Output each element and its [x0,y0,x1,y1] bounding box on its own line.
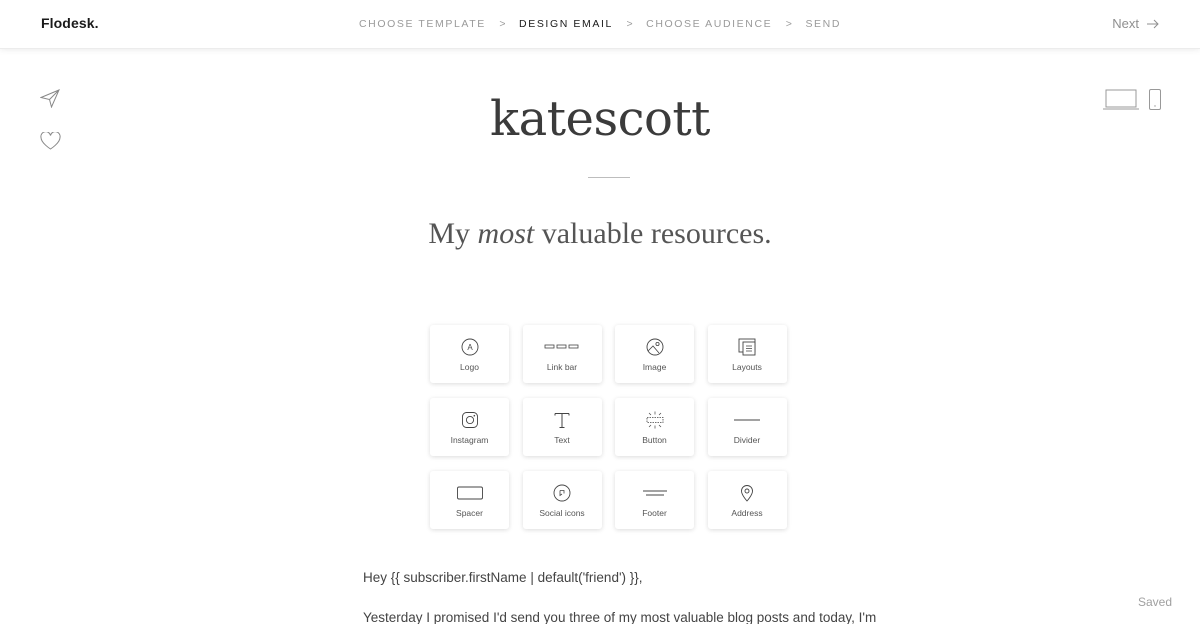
step-choose-template[interactable]: CHOOSE TEMPLATE [358,18,486,30]
arrow-right-icon [1147,19,1159,29]
desktop-preview-button[interactable] [1103,89,1139,115]
block-label: Address [731,507,763,518]
block-logo[interactable] [430,325,509,383]
block-text[interactable] [523,398,602,456]
step-separator: > [626,18,633,30]
block-label: Text [554,434,570,445]
brand-logo[interactable]: Flodesk. [41,15,99,31]
block-layouts[interactable] [708,325,787,383]
block-instagram[interactable] [430,398,509,456]
block-label: Image [642,361,667,372]
svg-text:A: A [466,342,473,352]
step-design-email[interactable]: DESIGN EMAIL [519,18,613,30]
footer-icon [641,483,669,503]
heart-icon [40,132,61,150]
layouts-icon [737,337,757,357]
image-icon [645,337,665,357]
block-spacer[interactable] [430,471,509,529]
block-label: Button [642,434,667,445]
mobile-preview-button[interactable] [1149,89,1161,115]
button-icon [645,410,665,430]
email-paragraph: Yesterday I promised I'd send you three of my most valuable blog posts and today, I'm [363,609,877,624]
link-bar-icon [544,337,580,357]
logo-divider [588,177,630,178]
address-icon [737,483,757,503]
headline-post: valuable resources. [534,217,772,250]
block-divider[interactable] [708,398,787,456]
block-label: Footer [642,507,667,518]
save-status: Saved [1137,595,1172,609]
logo-icon [460,337,480,357]
block-link-bar[interactable] [523,325,602,383]
social-icons-icon [552,483,572,503]
spacer-icon [456,483,484,503]
step-separator: > [785,18,792,30]
headline-emphasis: most [477,217,535,250]
block-label: Instagram [450,434,489,445]
next-button[interactable] [1112,16,1159,31]
step-send[interactable]: SEND [805,18,842,30]
block-label: Logo [460,361,479,372]
block-button[interactable] [615,398,694,456]
top-bar [0,0,1200,49]
send-icon [40,89,60,108]
step-breadcrumb [0,18,1200,30]
block-social-icons[interactable] [523,471,602,529]
headline-pre: My [428,217,478,250]
step-separator: > [499,18,506,30]
block-label: Social icons [539,507,585,518]
email-body[interactable] [363,569,877,624]
email-greeting: Hey {{ subscriber.firstName | default('friend') }}, [363,570,643,585]
block-picker [430,325,787,529]
step-choose-audience[interactable]: CHOOSE AUDIENCE [646,18,773,30]
divider-icon [733,410,761,430]
send-test-button[interactable] [40,89,60,113]
block-address[interactable] [708,471,787,529]
block-image[interactable] [615,325,694,383]
mobile-icon [1149,89,1161,110]
block-label: Layouts [732,361,762,372]
block-label: Spacer [456,507,483,518]
block-label: Divider [733,434,761,445]
next-label: Next [1112,16,1139,31]
favorite-button[interactable] [40,132,61,155]
preview-device-toggle [1103,89,1161,115]
block-label: Link bar [546,361,578,372]
email-canvas [0,49,1200,624]
instagram-icon [460,410,480,430]
email-headline[interactable] [0,217,1200,251]
block-footer[interactable] [615,471,694,529]
text-icon [552,410,572,430]
email-logo-text[interactable]: katescott [490,91,710,147]
desktop-icon [1103,89,1139,110]
